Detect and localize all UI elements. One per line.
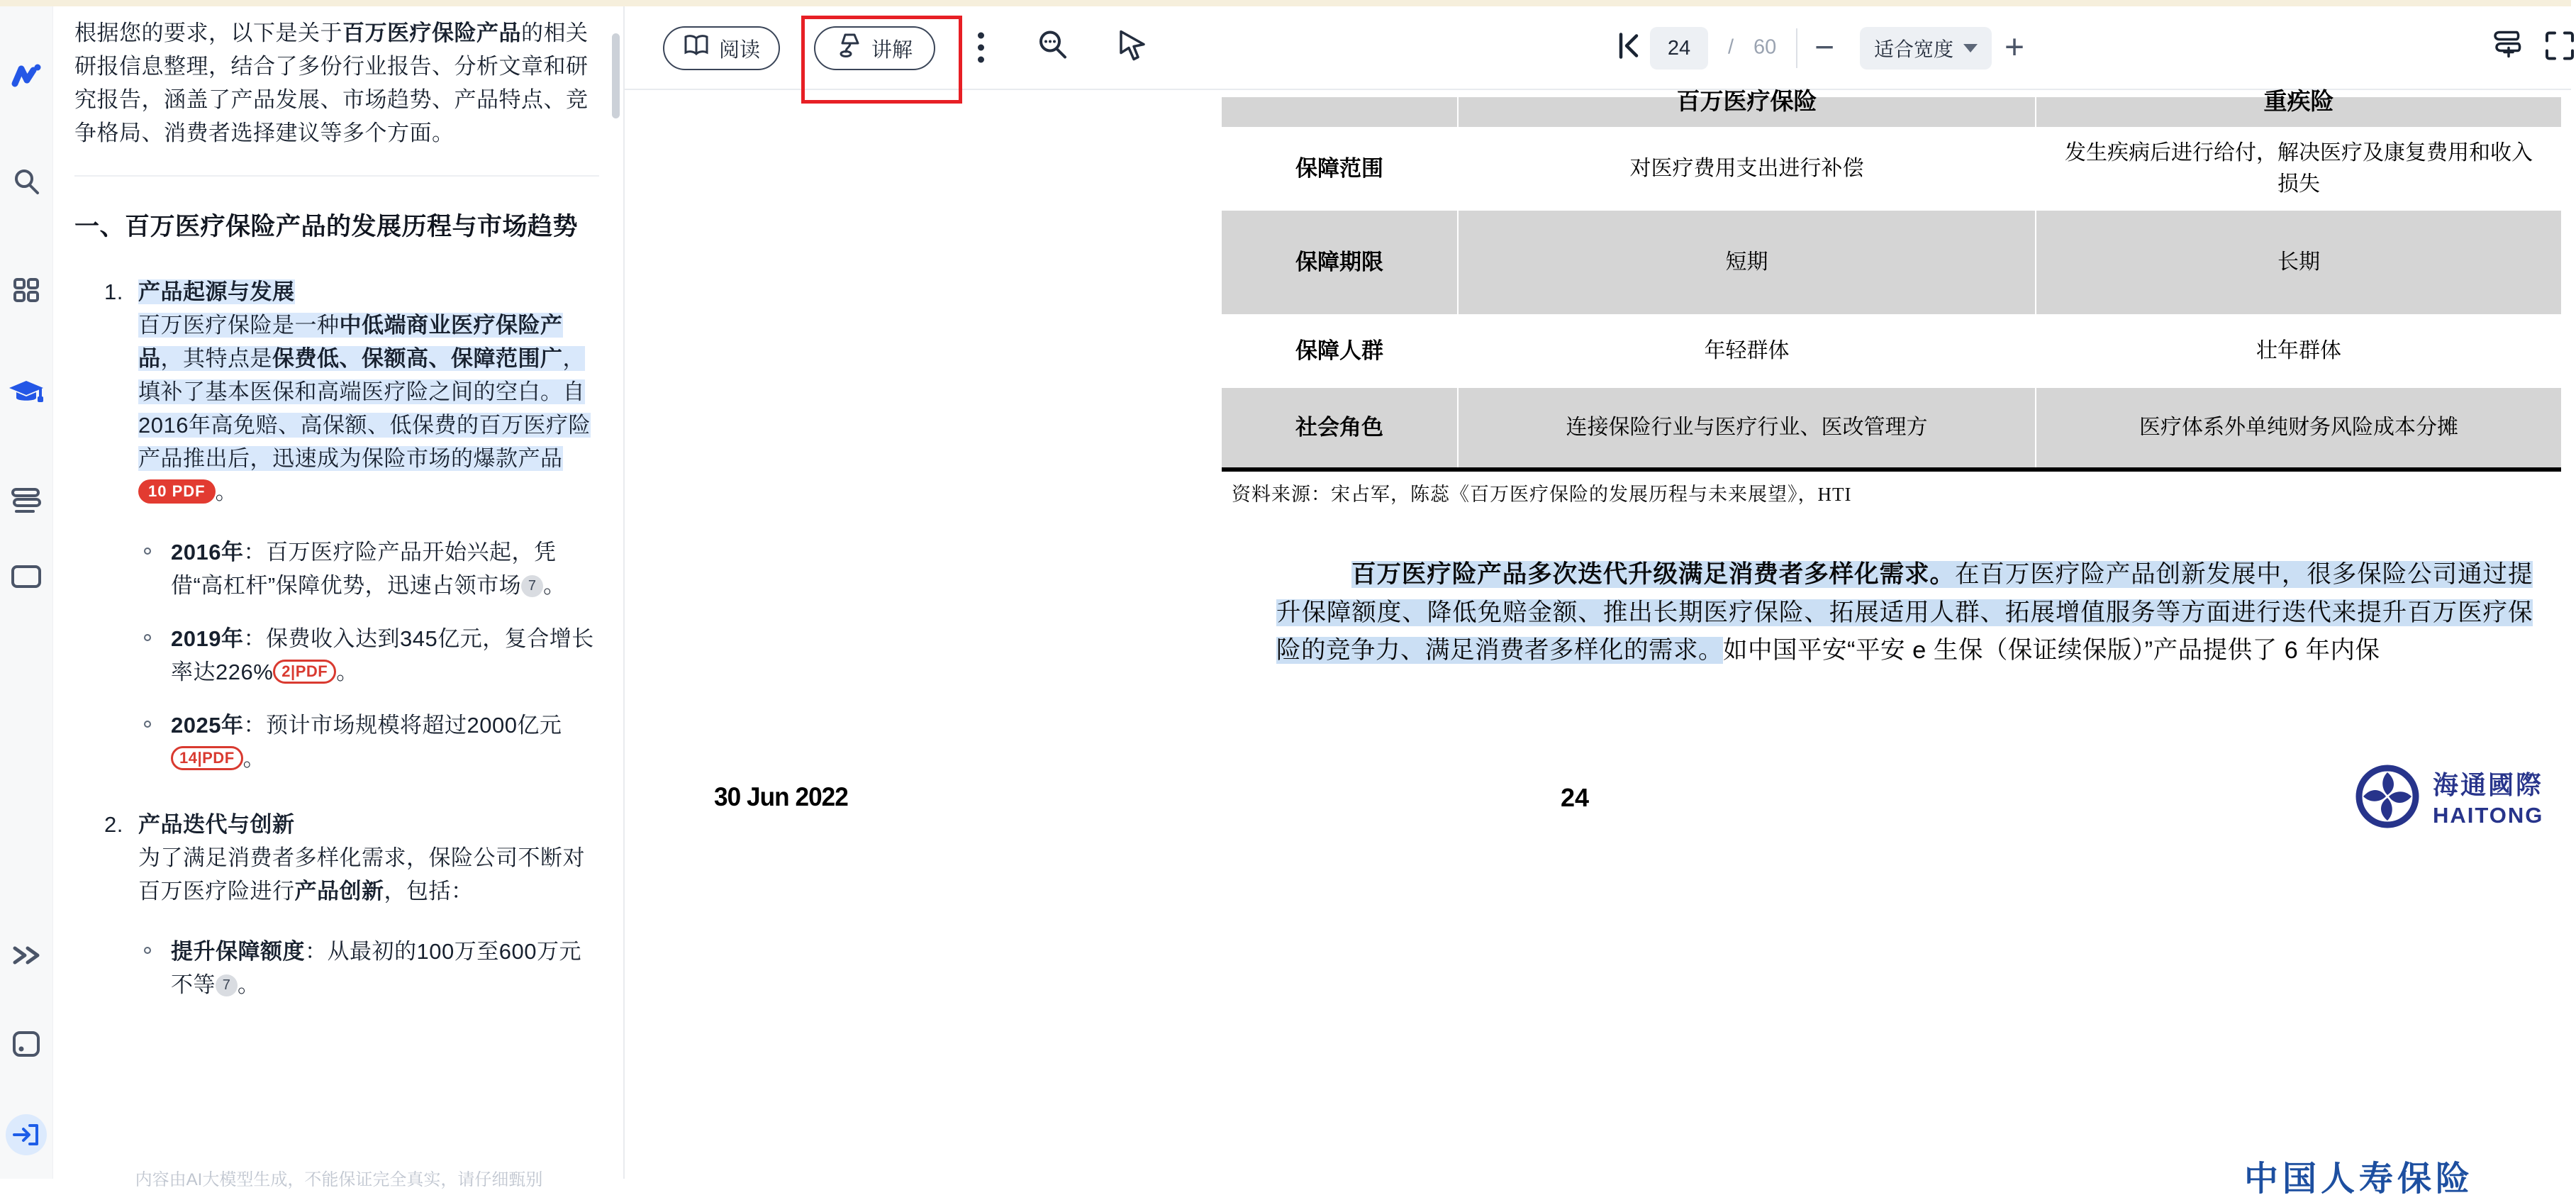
text-run: 提升保障额度 xyxy=(171,939,305,964)
table-cell: 年轻群体 xyxy=(1457,314,2035,388)
left-icon-rail xyxy=(0,6,53,1179)
citation-badge[interactable]: 2|PDF xyxy=(273,660,336,684)
citation-badge[interactable]: 7 xyxy=(216,974,238,996)
item-body xyxy=(138,309,603,509)
table-cell: 短期 xyxy=(1457,211,2035,314)
table-header-row xyxy=(1222,88,2561,127)
pdf-paragraph xyxy=(1276,556,2533,670)
table-cell: 医疗体系外单纯财务风险成本分摊 xyxy=(2035,388,2561,467)
table-header-cell: 重疾险 xyxy=(2035,97,2561,127)
text-run: 。 xyxy=(336,660,359,684)
pdf-page xyxy=(625,88,2571,1198)
read-mode-label: 阅读 xyxy=(719,38,761,62)
chat-outline-list xyxy=(74,275,603,1001)
text-run: 2025年 xyxy=(171,713,244,738)
comparison-table xyxy=(1222,88,2561,472)
chat-panel xyxy=(53,6,625,1189)
bullet-list xyxy=(138,535,603,775)
text-run: ：保费收入达到345亿元，复合增长率达226% xyxy=(171,626,594,684)
table-source-note: 资料来源：宋占军，陈蕊《百万医疗保险的发展历程与未来展望》，HTI xyxy=(1232,484,1852,505)
table-cell: 保障人群 xyxy=(1295,338,1383,363)
text-run: 。 xyxy=(543,573,566,598)
reader-tablet-icon[interactable] xyxy=(11,564,42,589)
table-bottom-border xyxy=(1222,467,2561,472)
fullscreen-icon[interactable] xyxy=(2543,30,2576,66)
table-header-cell: 百万医疗保险 xyxy=(1457,97,2035,127)
window-top-strip xyxy=(0,0,2571,6)
read-mode-button[interactable] xyxy=(663,26,780,70)
text-run: ：从最初的100万至600万元不等 xyxy=(171,939,581,997)
sign-in-icon[interactable] xyxy=(4,1113,48,1157)
learning-cap-icon[interactable] xyxy=(8,377,45,409)
text-run: 为了满足消费者多样化需求，保险公司不断对百万医疗险进行 xyxy=(138,845,585,904)
first-page-icon[interactable] xyxy=(1616,30,1641,65)
zoom-mode-label: 适合宽度 xyxy=(1874,38,1954,60)
item-number: 1. xyxy=(104,279,123,304)
text-run: ：百万医疗险产品开始兴起，凭借“高杠杆”保障优势，迅速占领市场 xyxy=(171,540,557,598)
citation-badge[interactable]: 7 xyxy=(521,575,543,597)
text-run: 的相关研报信息整理，结合了多份行业报告、分析文章和研究报告，涵盖了产品发展、市场趋势、产品特点、竞争格局、消费者选择建议等多个方面。 xyxy=(74,21,589,145)
text-run: 产品创新 xyxy=(294,879,384,904)
cursor-select-icon[interactable] xyxy=(1115,29,1149,67)
zoom-in-button[interactable]: + xyxy=(2005,28,2025,67)
search-document-icon[interactable] xyxy=(1035,28,1071,68)
text-run: 在百万医疗险产品创新发展中，很多保险公司通过提升保障额度、降低免赔金额、推出长期医疗保险、拓展适用人群、拓展增值服务等方面进行迭代来提升百万医疗保险的竞争力、满足消费者多样化的需求。 xyxy=(1276,561,2533,664)
table-cell: 壮年群体 xyxy=(2035,314,2561,388)
app-logo-icon[interactable] xyxy=(10,61,43,89)
table-cell: 保障期限 xyxy=(1295,250,1383,274)
expand-chevrons-icon[interactable] xyxy=(11,941,42,970)
zoom-mode-dropdown[interactable] xyxy=(1860,27,1992,70)
text-run: 2016年 xyxy=(171,540,244,565)
zoom-out-button[interactable]: − xyxy=(1814,28,1835,67)
chevron-down-icon xyxy=(1963,44,1978,52)
item-number: 2. xyxy=(104,812,123,837)
table-cell: 社会角色 xyxy=(1295,415,1383,440)
item-title: 产品起源与发展 xyxy=(138,279,295,304)
book-icon xyxy=(683,34,710,62)
text-run: 百万医疗险产品多次迭代升级满足消费者多样化需求。 xyxy=(1351,561,1955,588)
table-header-cell xyxy=(1222,97,1457,127)
text-run: 。 xyxy=(242,746,266,771)
list-item xyxy=(138,622,603,689)
bullet-list xyxy=(138,935,603,1001)
text-run: 根据您的要求，以下是关于 xyxy=(74,21,342,45)
ai-disclaimer: 内容由AI大模型生成，不能保证完全真实，请仔细甄别 xyxy=(135,1170,543,1189)
text-run: 中低端商业医疗保险产品 xyxy=(138,313,563,371)
table-row xyxy=(1222,127,2561,211)
haitong-wordmark: 海通國際 HAITONG xyxy=(2433,770,2544,828)
list-item xyxy=(138,935,603,1001)
explain-mode-label: 讲解 xyxy=(871,38,913,62)
outline-item xyxy=(74,275,603,775)
text-run: 。 xyxy=(238,972,260,997)
china-life-logo-text: 中国人寿保险 xyxy=(2244,1160,2475,1198)
annotation-highlight-box xyxy=(801,16,962,104)
text-run: 百万医疗保险产品 xyxy=(342,21,521,45)
citation-badge[interactable]: 10 PDF xyxy=(138,479,216,504)
text-run: 百万医疗保险是一种 xyxy=(138,313,340,338)
bullet-marker xyxy=(144,548,151,555)
page-total: 60 xyxy=(1753,35,1777,59)
bullet-marker xyxy=(144,947,151,954)
list-item xyxy=(138,535,603,602)
citation-badge[interactable]: 14|PDF xyxy=(171,746,243,770)
page-separator: / xyxy=(1728,35,1734,59)
frame-dot-icon[interactable] xyxy=(11,1029,41,1059)
list-item xyxy=(138,709,603,775)
table-cell: 对医疗费用支出进行补偿 xyxy=(1457,127,2035,211)
more-options-icon[interactable] xyxy=(978,33,984,63)
text-run: 保费低、保额高、保障范围广 xyxy=(272,346,563,371)
table-cell: 长期 xyxy=(2035,211,2561,314)
text-run: 2019年 xyxy=(171,626,244,651)
toolbar-divider xyxy=(1796,28,1797,68)
library-books-icon[interactable] xyxy=(11,486,42,516)
report-page-number: 24 xyxy=(1561,783,1590,812)
table-row xyxy=(1222,211,2561,314)
search-icon[interactable] xyxy=(11,167,41,196)
haitong-logo xyxy=(2353,762,2543,830)
add-to-bookshelf-icon[interactable] xyxy=(2492,30,2525,66)
table-cell: 连接保险行业与医疗行业、医改管理方 xyxy=(1457,388,2035,467)
bullet-marker xyxy=(144,721,151,728)
report-date: 30 Jun 2022 xyxy=(714,782,848,811)
pdf-viewer xyxy=(625,6,2571,1198)
table-cell: 保障范围 xyxy=(1295,156,1383,181)
chat-content xyxy=(74,16,603,1001)
chat-intro-paragraph xyxy=(74,16,603,150)
text-run: ，其特点是 xyxy=(160,346,272,371)
text-run: ，包括： xyxy=(384,879,474,904)
item-title: 产品迭代与创新 xyxy=(138,812,295,837)
text-run: ：预计市场规模将超过2000亿元 xyxy=(243,713,562,738)
table-row xyxy=(1222,314,2561,388)
apps-grid-icon[interactable] xyxy=(12,276,40,304)
table-cell: 发生疾病后进行给付，解决医疗及康复费用和收入损失 xyxy=(2035,127,2561,211)
text-run: 。 xyxy=(215,479,238,504)
chat-scrollbar[interactable] xyxy=(612,33,620,118)
text-run: ，填补了基本医保和高端医疗险之间的空白。自2016年高免赔、高保额、低保费的百万医疗险产品推出后，迅速成为保险市场的爆款产品 xyxy=(138,346,591,471)
bullet-marker xyxy=(144,634,151,641)
section-divider xyxy=(74,175,599,177)
text-run: 如中国平安“平安 e 生保（保证续保版）”产品提供了 6 年内保 xyxy=(1723,637,2380,664)
outline-item xyxy=(74,808,603,1001)
page-number-input[interactable]: 24 xyxy=(1650,27,1708,70)
haitong-emblem-icon xyxy=(2353,762,2421,830)
section-heading: 一、百万医疗保险产品的发展历程与市场趋势 xyxy=(74,213,579,240)
table-row xyxy=(1222,388,2561,467)
item-body xyxy=(138,841,603,908)
